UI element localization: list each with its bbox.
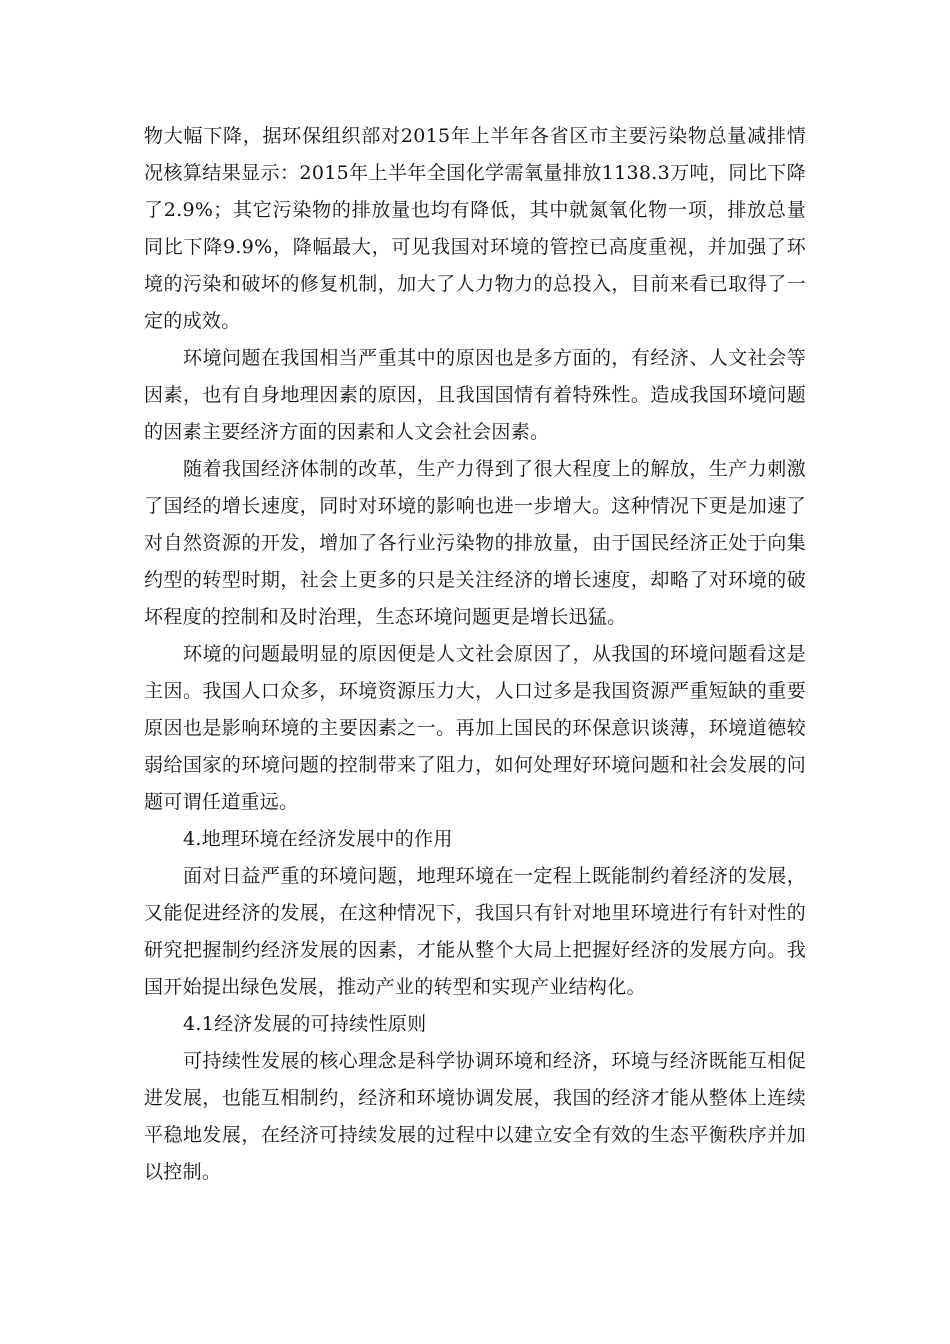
paragraph-section-4: 面对日益严重的环境问题，地理环境在一定程上既能制约着经济的发展，又能促进经济的发展，在这种情况下，我国只有针对地里环境进行有针对性的研究把握制约经济发展的因素，才能从整个大局上把握好经济的发展方向。我国开始提出绿色发展，推动产业的转型和实现产业结构化。 xyxy=(144,865,806,998)
section-heading-4-1: 4.1经济发展的可持续性原则 xyxy=(183,1013,427,1035)
paragraph-causes: 环境问题在我国相当严重其中的原因也是多方面的，有经济、人文社会等因素，也有自身地理因素的原因，且我国国情有着特殊性。造成我国环境问题的因素主要经济方面的因素和人文会社会因素。 xyxy=(144,347,806,443)
paragraph-continuation: 物大幅下降，据环保组织部对2015年上半年各省区市主要污染物总量减排情况核算结果显示：2015年上半年全国化学需氧量排放1138.3万吨，同比下降了2.9%；其它污染物的排放量也均有降低，其中就氮氧化物一项，排放总量同比下降9.9%，降幅最大，可见我国对环境的管控已高度重视，并加强了环境的污染和破坏的修复机制，加大了人力物力的总投入，目前来看已取得了一定的成效。 xyxy=(144,125,806,332)
paragraph-section-4-1: 可持续性发展的核心理念是科学协调环境和经济，环境与经济既能互相促进发展，也能互相制约，经济和环境协调发展，我国的经济才能从整体上连续平稳地发展，在经济可持续发展的过程中以建立安全有效的生态平衡秩序并加以控制。 xyxy=(144,1050,806,1183)
paragraph-social-causes: 环境的问题最明显的原因便是人文社会原因了，从我国的环境问题看这是主因。我国人口众多，环境资源压力大，人口过多是我国资源严重短缺的重要原因也是影响环境的主要因素之一。再加上国民的环保意识谈薄，环境道德较弱给国家的环境问题的控制带来了阻力，如何处理好环境问题和社会发展的问题可谓任道重远。 xyxy=(144,643,806,813)
paragraph-economic-reform: 随着我国经济体制的改革，生产力得到了很大程度上的解放，生产力刺激了国经的增长速度，同时对环境的影响也进一步增大。这种情况下更是加速了对自然资源的开发，增加了各行业污染物的排放量，由于国民经济正处于向集约型的转型时期，社会上更多的只是关注经济的增长速度，却略了对环境的破坏程度的控制和及时治理，生态环境问题更是增长迅猛。 xyxy=(144,458,806,628)
document-page xyxy=(144,118,806,1191)
section-heading-4: 4.地理环境在经济发展中的作用 xyxy=(183,828,453,850)
